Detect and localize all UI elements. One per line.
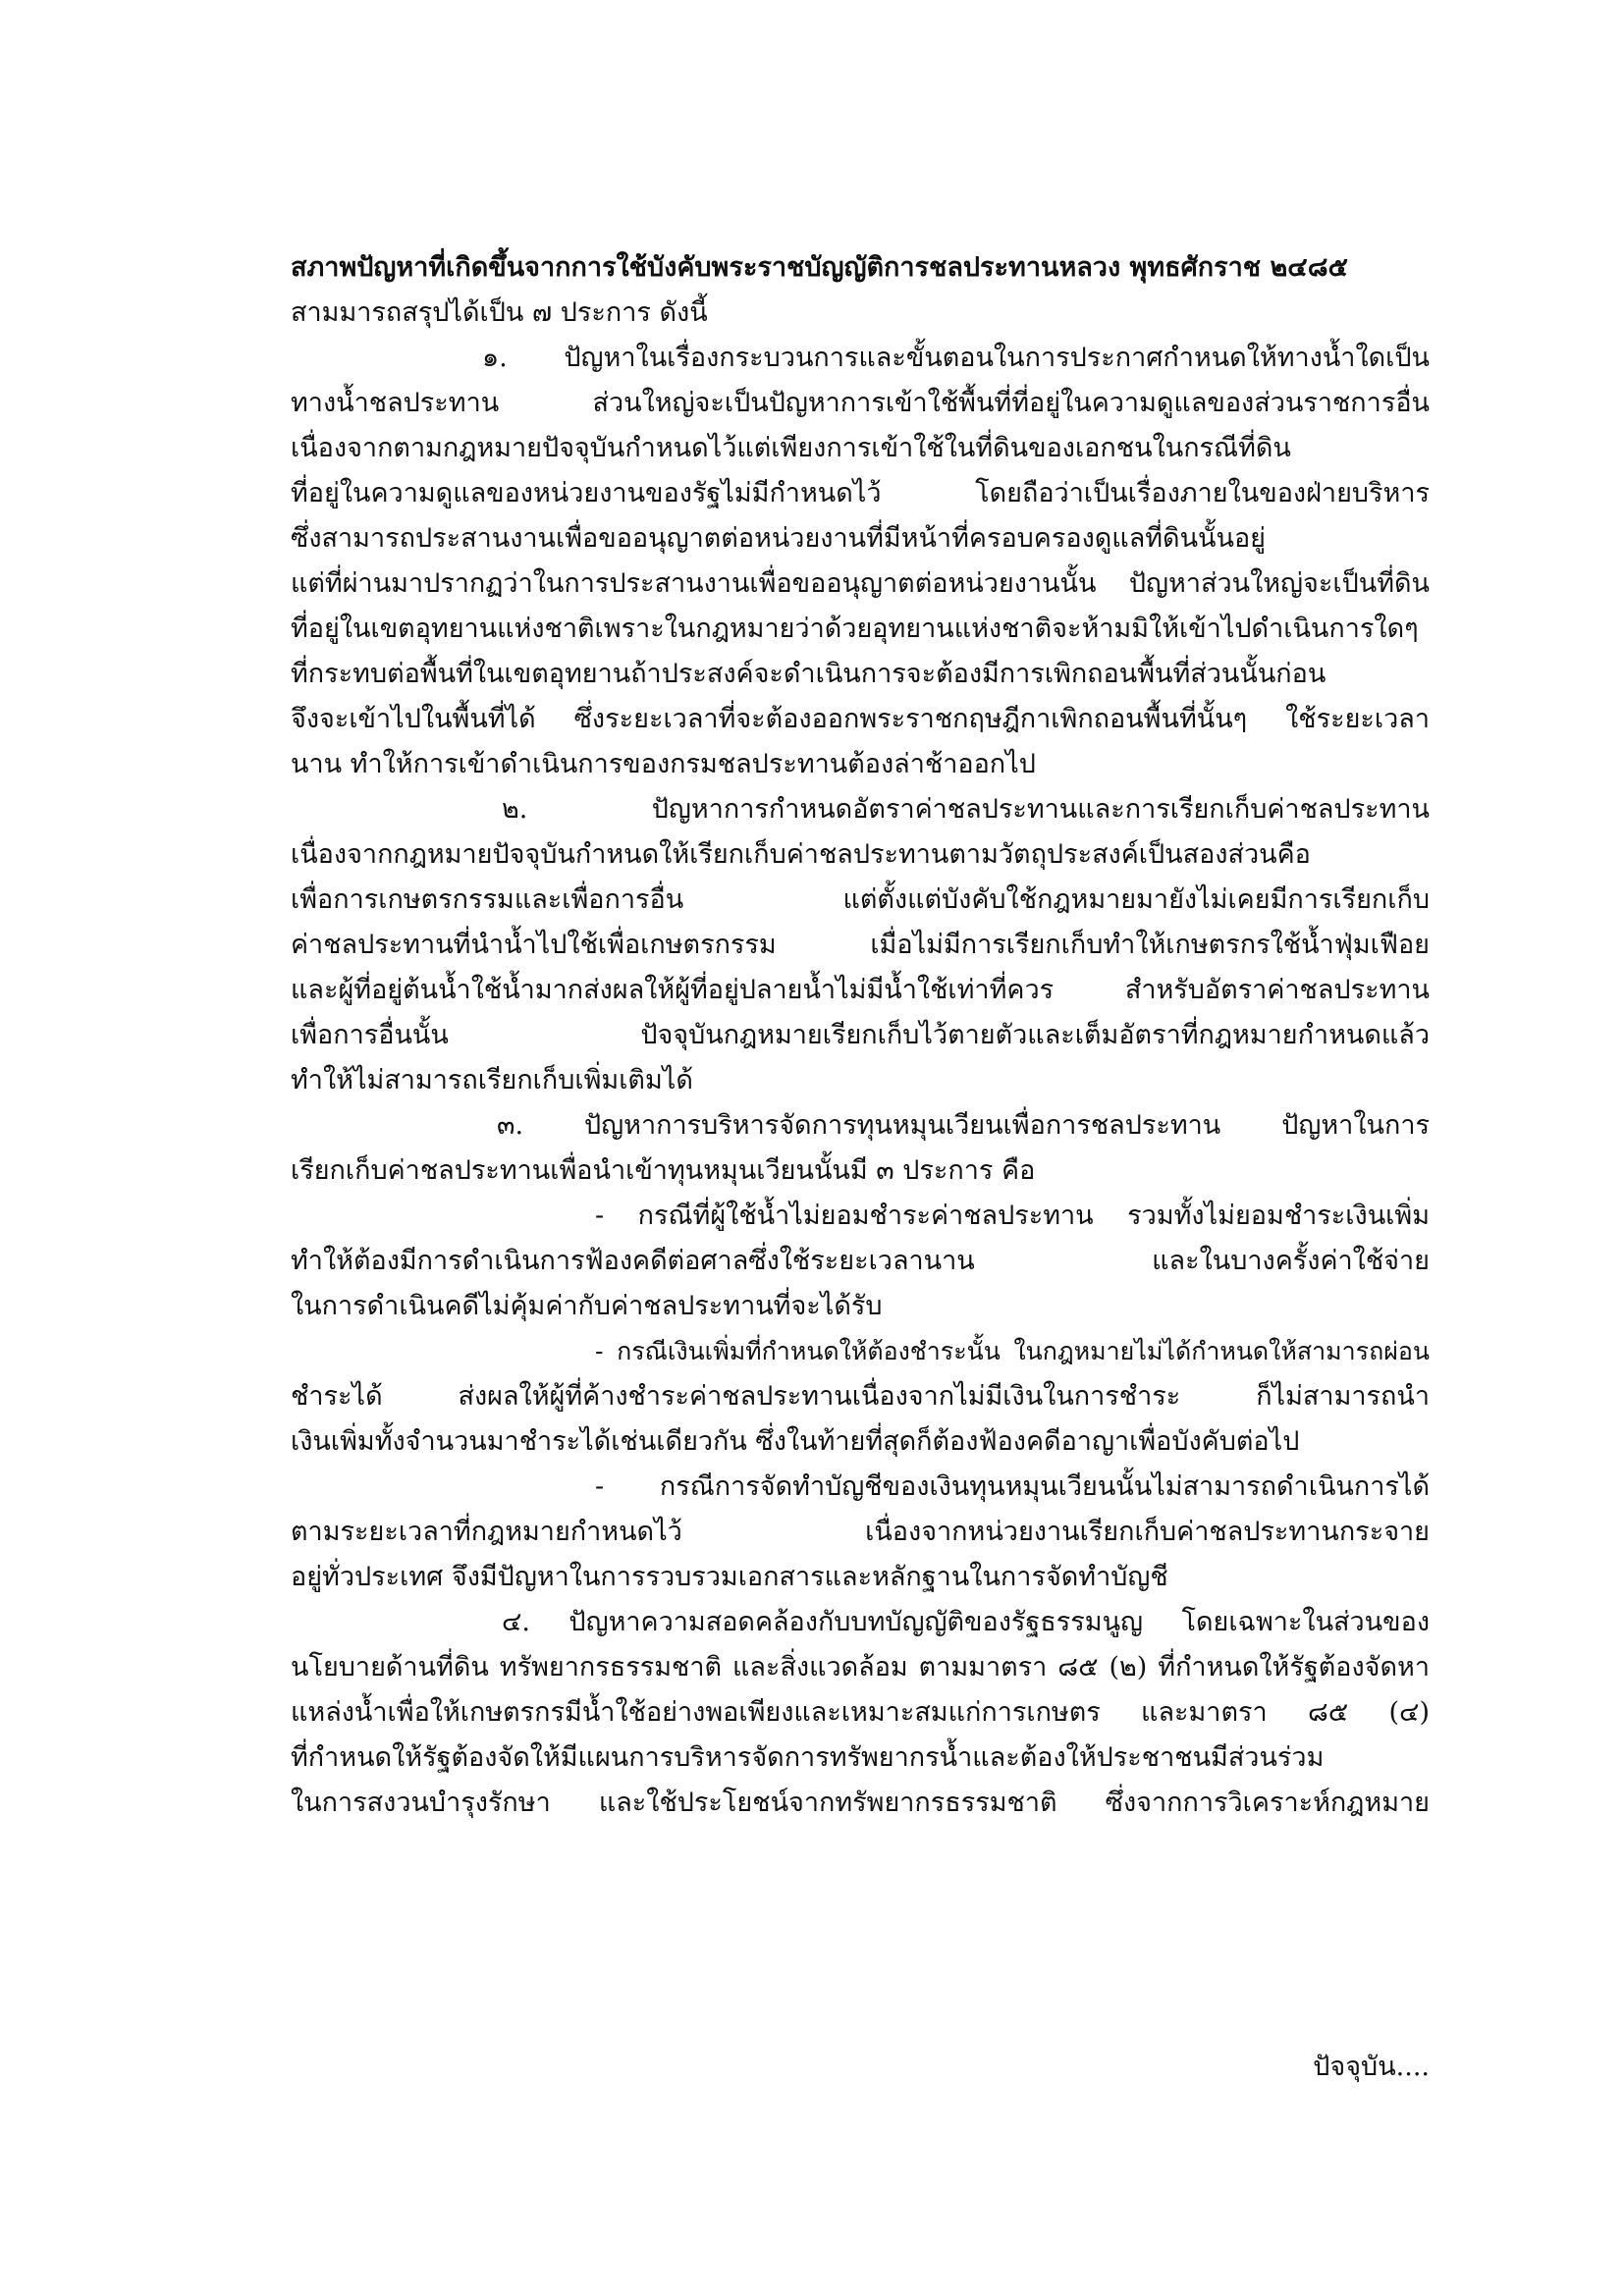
section-3 (291, 1103, 1430, 1600)
paragraph-line: ในการสงวนบำรุงรักษา และใช้ประโยชน์จากทรัพยากรธรรมชาติ ซึ่งจากการวิเคราะห์กฎหมาย (291, 1788, 1430, 1818)
bullet-line: - กรณีการจัดทำบัญชีของเงินทุนหมุนเวียนนั้นไม่สามารถดำเนินการได้ (595, 1471, 1430, 1502)
paragraph-line: ๓. ปัญหาการบริหารจัดการทุนหมุนเวียนเพื่อการชลประทาน ปัญหาในการ (497, 1110, 1430, 1141)
paragraph-line: ๒. ปัญหาการกำหนดอัตราค่าชลประทานและการเรียกเก็บค่าชลประทาน (502, 794, 1430, 825)
paragraph-line: ๑. ปัญหาในเรื่องกระบวนการและขั้นตอนในการประกาศกำหนดให้ทางน้ำใดเป็น (482, 343, 1430, 373)
paragraph-line: ที่กำหนดให้รัฐต้องจัดให้มีแผนการบริหารจัดการทรัพยากรน้ำและต้องให้ประชาชนมีส่วนร่วม (291, 1742, 1325, 1773)
page-continuation-marker: ปัจจุบัน.... (1313, 2052, 1430, 2082)
section-1 (291, 336, 1430, 787)
paragraph-line: เรียกเก็บค่าชลประทานเพื่อนำเข้าทุนหมุนเวียนนั้นมี ๓ ประการ คือ (291, 1155, 1036, 1186)
bullet-line: ชำระได้ ส่งผลให้ผู้ที่ค้างชำระค่าชลประทานเนื่องจากไม่มีเงินในการชำระ ก็ไม่สามารถนำ (291, 1381, 1430, 1412)
document-body (291, 245, 1430, 1826)
paragraph-line: ซึ่งสามารถประสานงานเพื่อขออนุญาตต่อหน่วยงานที่มีหน้าที่ครอบครองดูแลที่ดินนั้นอยู่ (291, 523, 1266, 554)
bullet-line: ทำให้ต้องมีการดำเนินการฟ้องคดีต่อศาลซึ่งใช้ระยะเวลานาน และในบางครั้งค่าใช้จ่าย (291, 1246, 1430, 1276)
paragraph-line: เนื่องจากกฎหมายปัจจุบันกำหนดให้เรียกเก็บค่าชลประทานตามวัตถุประสงค์เป็นสองส่วนคือ (291, 839, 1311, 870)
paragraph-line: ที่กระทบต่อพื้นที่ในเขตอุทยานถ้าประสงค์จะดำเนินการจะต้องมีการเพิกถอนพื้นที่ส่วนนั้นก่อน (291, 659, 1326, 689)
paragraph-line: ที่อยู่ในเขตอุทยานแห่งชาติเพราะในกฎหมายว่าด้วยอุทยานแห่งชาติจะห้ามมิให้เข้าไปดำเนินการใดๆ (291, 614, 1419, 644)
paragraph-line: ๔. ปัญหาความสอดคล้องกับบทบัญญัติของรัฐธรรมนูญ โดยเฉพาะในส่วนของ (502, 1607, 1430, 1637)
paragraph-line: แหล่งน้ำเพื่อให้เกษตรกรมีน้ำใช้อย่างพอเพียงและเหมาะสมแก่การเกษตร และมาตรา ๘๕ (๔) (291, 1697, 1430, 1728)
bullet-line: - กรณีเงินเพิ่มที่กำหนดให้ต้องชำระนั้น ในกฎหมายไม่ได้กำหนดให้สามารถผ่อน (595, 1337, 1430, 1365)
bullet-line: เงินเพิ่มทั้งจำนวนมาชำระได้เช่นเดียวกัน ซึ่งในท้ายที่สุดก็ต้องฟ้องคดีอาญาเพื่อบังคับต่อไป (291, 1426, 1300, 1457)
document-title: สภาพปัญหาที่เกิดขึ้นจากการใช้บังคับพระราชบัญญัติการชลประทานหลวง พุทธศักราช ๒๔๘๕ (291, 252, 1348, 283)
paragraph-line: และผู้ที่อยู่ต้นน้ำใช้น้ำมากส่งผลให้ผู้ที่อยู่ปลายน้ำไม่มีน้ำใช้เท่าที่ควร สำหรับอัตราค่าชลประทาน (291, 975, 1430, 1005)
section-2 (291, 787, 1430, 1103)
section-4 (291, 1600, 1430, 1826)
paragraph-line: ค่าชลประทานที่นำน้ำไปใช้เพื่อเกษตรกรรม เมื่อไม่มีการเรียกเก็บทำให้เกษตรกรใช้น้ำฟุ่มเฟือย (291, 930, 1430, 960)
paragraph-line: นาน ทำให้การเข้าดำเนินการของกรมชลประทานต้องล่าช้าออกไป (291, 749, 1036, 779)
paragraph-line: แต่ที่ผ่านมาปรากฏว่าในการประสานงานเพื่อขออนุญาตต่อหน่วยงานนั้น ปัญหาส่วนใหญ่จะเป็นที่ดิน (291, 568, 1430, 599)
bullet-line: - กรณีที่ผู้ใช้น้ำไม่ยอมชำระค่าชลประทาน รวมทั้งไม่ยอมชำระเงินเพิ่ม (595, 1201, 1430, 1231)
paragraph-line: เพื่อการเกษตรกรรมและเพื่อการอื่น แต่ตั้งแต่บังคับใช้กฎหมายมายังไม่เคยมีการเรียกเก็บ (291, 884, 1430, 915)
bullet-line: อยู่ทั่วประเทศ จึงมีปัญหาในการรวบรวมเอกสารและหลักฐานในการจัดทำบัญชี (291, 1562, 1168, 1592)
paragraph-line: เนื่องจากตามกฎหมายปัจจุบันกำหนดไว้แต่เพียงการเข้าใช้ในที่ดินของเอกชนในกรณีที่ดิน (291, 433, 1291, 463)
paragraph-line: นโยบายด้านที่ดิน ทรัพยากรธรรมชาติ และสิ่งแวดล้อม ตามมาตรา ๘๕ (๒) ที่กำหนดให้รัฐต้องจัดหา (291, 1652, 1430, 1682)
paragraph-line: จึงจะเข้าไปในพื้นที่ได้ ซึ่งระยะเวลาที่จะต้องออกพระราชกฤษฎีกาเพิกถอนพื้นที่นั้นๆ ใช้ระยะเวลา (291, 704, 1430, 734)
paragraph-line: เพื่อการอื่นนั้น ปัจจุบันกฎหมายเรียกเก็บไว้ตายตัวและเต็มอัตราที่กฎหมายกำหนดแล้ว (291, 1020, 1430, 1050)
intro-line: สามมารถสรุปได้เป็น ๗ ประการ ดังนี้ (291, 297, 708, 328)
paragraph-line: ที่อยู่ในความดูแลของหน่วยงานของรัฐไม่มีกำหนดไว้ โดยถือว่าเป็นเรื่องภายในของฝ่ายบริหาร (291, 478, 1430, 508)
bullet-line: ตามระยะเวลาที่กฎหมายกำหนดไว้ เนื่องจากหน่วยงานเรียกเก็บค่าชลประทานกระจาย (291, 1517, 1430, 1547)
paragraph-line: ทางน้ำชลประทาน ส่วนใหญ่จะเป็นปัญหาการเข้าใช้พื้นที่ที่อยู่ในความดูแลของส่วนราชการอื่น (291, 388, 1430, 418)
bullet-line: ในการดำเนินคดีไม่คุ้มค่ากับค่าชลประทานที่จะได้รับ (291, 1291, 883, 1321)
paragraph-line: ทำให้ไม่สามารถเรียกเก็บเพิ่มเติมได้ (291, 1065, 693, 1095)
